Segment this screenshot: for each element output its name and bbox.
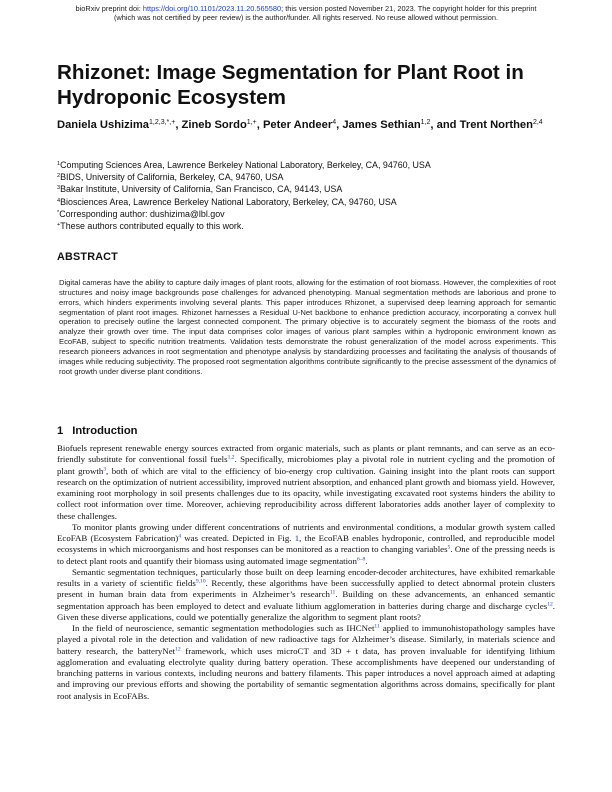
author-name: Peter Andeer	[262, 119, 333, 131]
body-paragraph	[57, 522, 555, 567]
citation-link[interactable]: 6–8	[356, 556, 366, 562]
citation-link[interactable]: 11	[329, 589, 336, 596]
paragraph-text: . Building on these advancements, an enhanced semantic segmentation approach has been employed to detect and evaluate lithium agglomeration in batteries during charge and discharge cycles	[57, 589, 555, 611]
author-name: Trent Northen	[459, 119, 533, 131]
author-affiliation-marks: 2,4	[532, 119, 543, 126]
affiliation-text: BIDS, University of California, Berkeley, CA, 94760, USA	[60, 172, 284, 183]
citation-link[interactable]: 12	[175, 646, 181, 652]
abstract-heading: ABSTRACT	[57, 251, 118, 263]
citation-link[interactable]: 9,10	[195, 578, 206, 585]
author-separator: ,	[256, 119, 263, 131]
affiliation-line	[57, 171, 557, 183]
citation-link[interactable]: 3	[103, 466, 107, 472]
paragraph-text: was created. Depicted in Fig.	[181, 533, 295, 543]
body-paragraph	[57, 567, 555, 623]
author-separator: ,	[336, 119, 343, 131]
preprint-header-line1	[40, 4, 572, 13]
affiliation-text: These authors contributed equally to this work.	[60, 221, 244, 232]
abstract-text: Digital cameras have the ability to capture daily images of plant roots, allowing for the estimation of root biomass. However, the complexities of root structures and noisy image backgrounds pose challenges for advanced phenotyping. Manual segmentation methods are laborious and prone to errors, which hinders experiments involving several plants. This paper introduces Rhizonet, a supervised deep learning approach for semantic segmentation of plant root images. Rhizonet harnesses a Residual U-Net backbone to enhance prediction accuracy, incorporating a convex hull operation to precisely outline the largest connected component. The primary objective is to accurately segment the biomass of the roots and analyze their growth over time. The input data comprises color images of various plant samples within a hydroponic environment known as EcoFAB, subject to specific nutrition treatments. Validation tests demonstrate the robust generalization of the model across experiments. This research pioneers advances in root segmentation and phenotype analysis by standardizing processes and facilitating the analysis of thousands of images while reducing subjectivity. The proposed root segmentation algorithms contribute significantly to the precise assessment of the dynamics of root growth under diverse plant conditions.	[59, 278, 556, 376]
paragraph-text: To monitor plants growing under different concentrations of nutrients and environmental conditions, a modular growth system called EcoFAB (Ecosystem Fabrication)	[57, 521, 555, 543]
section-title: Introduction	[72, 425, 138, 437]
body-paragraph	[57, 443, 555, 522]
author-name: Zineb Sordo	[181, 119, 247, 131]
paragraph-text: Biofuels represent renewable energy sources extracted from organic materials, such as plants or plant remnants, and can serve as an eco-friendly substitute for conventional fossil fuels	[57, 443, 555, 465]
affiliation-mark: 4	[57, 197, 61, 204]
figure-link[interactable]: 1	[294, 533, 300, 543]
paper-title: Rhizonet: Image Segmentation for Plant Root in Hydroponic Ecosystem	[57, 61, 524, 109]
author-name: Daniela Ushizima	[57, 119, 150, 131]
paragraph-text: applied to immunohistopathology samples have played a pivotal role in the detection and validation of new radioactive tags for Alzheimer’s disease. Similarly, in materials science and battery research, the batteryNet	[57, 623, 555, 656]
body-paragraph	[57, 623, 555, 702]
affiliation-mark: 1	[57, 161, 61, 167]
citation-link[interactable]: 11	[374, 623, 380, 630]
preprint-posted-note: ; this version posted November 21, 2023. The copyright holder for this preprint	[281, 4, 537, 13]
affiliation-text: Biosciences Area, Lawrence Berkeley National Laboratory, Berkeley, CA, 94760, USA	[60, 196, 397, 207]
paragraph-text: . Given these diverse applications, could we potentially generalize the algorithm to segment plant roots?	[57, 600, 555, 622]
affiliation-line	[57, 220, 557, 232]
citation-link[interactable]: 4	[178, 533, 182, 540]
author-affiliation-marks: 1,+	[246, 119, 257, 126]
author-separator: ,	[175, 119, 182, 131]
affiliation-line	[57, 183, 557, 195]
author-affiliation-marks: 1,2,3,*,+	[149, 119, 176, 126]
citation-link[interactable]: 1,2	[227, 454, 235, 461]
citation-link[interactable]: 5	[447, 544, 451, 551]
affiliation-text: Bakar Institute, University of California, San Francisco, CA, 94143, USA	[60, 184, 343, 195]
affiliation-line	[57, 159, 557, 171]
paragraph-text: In the field of neuroscience, semantic segmentation methodologies such as IHCNet	[72, 623, 375, 633]
affiliation-mark: 3	[57, 185, 61, 192]
paragraph-text: .	[365, 555, 368, 566]
author-list	[57, 118, 557, 133]
section-heading-introduction	[57, 425, 146, 437]
paragraph-text: , the EcoFAB enables hydroponic, controlled, and reproducible model ecosystems in which microorganisms and host responses can be monitored as a reaction to changing variables	[57, 533, 555, 555]
affiliation-line	[57, 208, 557, 220]
affiliation-text: Computing Sciences Area, Lawrence Berkeley National Laboratory, Berkeley, CA, 94760, USA	[60, 160, 431, 170]
paragraph-text: . One of the pressing needs is to detect plant roots and quantify their biomass using automated image segmentation	[57, 544, 555, 566]
section-number: 1	[57, 425, 64, 437]
author-separator: , and	[430, 119, 460, 131]
doi-link[interactable]: https://doi.org/10.1101/2023.11.20.565580	[142, 4, 282, 13]
introduction-body	[57, 443, 555, 702]
preprint-header	[40, 4, 572, 22]
author-affiliation-marks: 1,2	[420, 119, 431, 126]
paragraph-text: , both of which are vital to the efficiency of bio-energy crop cultivation. Gaining insight into the plant roots can support research on the optimization of nutrient accessibility, improved nutrient absorption, and enhanced plant growth and biomass yield. However, examining root morphology in soil presents challenges due to its opacity, while investigating excavated root systems hinders the ability to collect root information over time. Moreover, achieving reproducibility across different laboratories adds another layer of complexity to these challenges.	[57, 465, 555, 521]
paragraph-text: framework, which uses microCT and 3D + t data, has proven invaluable for identifying lithium agglomeration and evaluating electrolyte quality during battery operation. These accomplishments have deepened our understanding of branching patterns in various contexts, including neurons and battery filaments. This paper introduces a novel approach aimed at adapting and improving our previous efforts and showing the portability of semantic segmentation algorithms across domains, specifically for plant root analysis in EcoFABs.	[57, 645, 555, 701]
preprint-doi-prefix: bioRxiv preprint doi:	[75, 4, 143, 13]
affiliation-mark: +	[57, 222, 61, 229]
author-affiliation-marks: 4	[332, 119, 337, 126]
affiliation-mark: 2	[57, 173, 61, 180]
affiliation-text: Corresponding author: dushizima@lbl.gov	[59, 208, 225, 219]
affiliation-line	[57, 196, 557, 208]
citation-link[interactable]: 12	[547, 601, 553, 607]
paragraph-text: . Recently, these algorithms have been successfully applied to detect abnormal protein clusters present in human brain data from experiments in Alzheimer’s research	[57, 578, 555, 600]
preprint-header-line2: (which was not certified by peer review) is the author/funder. All rights reserved. No reuse allowed without permission.	[113, 13, 499, 22]
affiliation-list	[57, 159, 557, 232]
paragraph-text: Semantic segmentation techniques, particularly those built on deep learning encoder-decoder architectures, have exhibited remarkable results in a variety of scientific fields	[57, 566, 555, 588]
author-name: James Sethian	[342, 119, 421, 131]
affiliation-mark: *	[57, 209, 60, 216]
paragraph-text: . Specifically, microbiomes play a pivotal role in nutrient cycling and the promotion of plant growth	[57, 454, 555, 476]
